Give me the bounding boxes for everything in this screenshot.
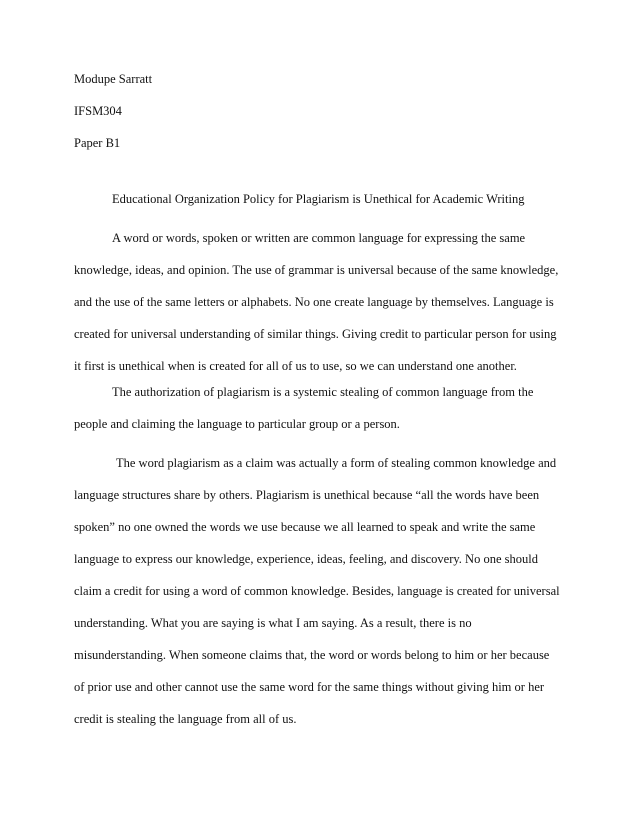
paragraph-line: understanding. What you are saying is what I am saying. As a result, there is no bbox=[74, 616, 472, 630]
paragraph-line: The authorization of plagiarism is a systemic stealing of common language from the bbox=[112, 385, 534, 399]
paragraph-line: knowledge, ideas, and opinion. The use of grammar is universal because of the same knowledge, bbox=[74, 263, 559, 277]
author-name: Modupe Sarratt bbox=[74, 72, 153, 86]
paragraph-line: The word plagiarism as a claim was actually a form of stealing common knowledge and bbox=[116, 456, 557, 470]
paragraph-line: of prior use and other cannot use the same word for the same things without giving him or her bbox=[74, 680, 545, 694]
paragraph-line: and the use of the same letters or alphabets. No one create language by themselves. Language is bbox=[74, 295, 554, 309]
paragraph-line: created for universal understanding of similar things. Giving credit to particular person for using bbox=[74, 327, 557, 341]
paragraph-line: A word or words, spoken or written are common language for expressing the same bbox=[112, 231, 526, 245]
paper-label: Paper B1 bbox=[74, 136, 121, 150]
paragraph-line: spoken” no one owned the words we use because we all learned to speak and write the same bbox=[74, 520, 536, 534]
paragraph-line: credit is stealing the language from all of us. bbox=[74, 712, 297, 726]
paragraph-line: claim a credit for using a word of common knowledge. Besides, language is created for universal bbox=[74, 584, 560, 598]
paragraph-line: language to express our knowledge, experience, ideas, feeling, and discovery. No one should bbox=[74, 552, 538, 566]
paragraph-line: language structures share by others. Plagiarism is unethical because “all the words have been bbox=[74, 488, 540, 502]
paragraph-line: misunderstanding. When someone claims that, the word or words belong to him or her because bbox=[74, 648, 550, 662]
course-code: IFSM304 bbox=[74, 104, 122, 118]
paragraph-line: people and claiming the language to particular group or a person. bbox=[74, 417, 400, 431]
document-title: Educational Organization Policy for Plagiarism is Unethical for Academic Writing bbox=[112, 192, 525, 206]
paragraph-line: it first is unethical when is created for all of us to use, so we can understand one another. bbox=[74, 359, 517, 373]
